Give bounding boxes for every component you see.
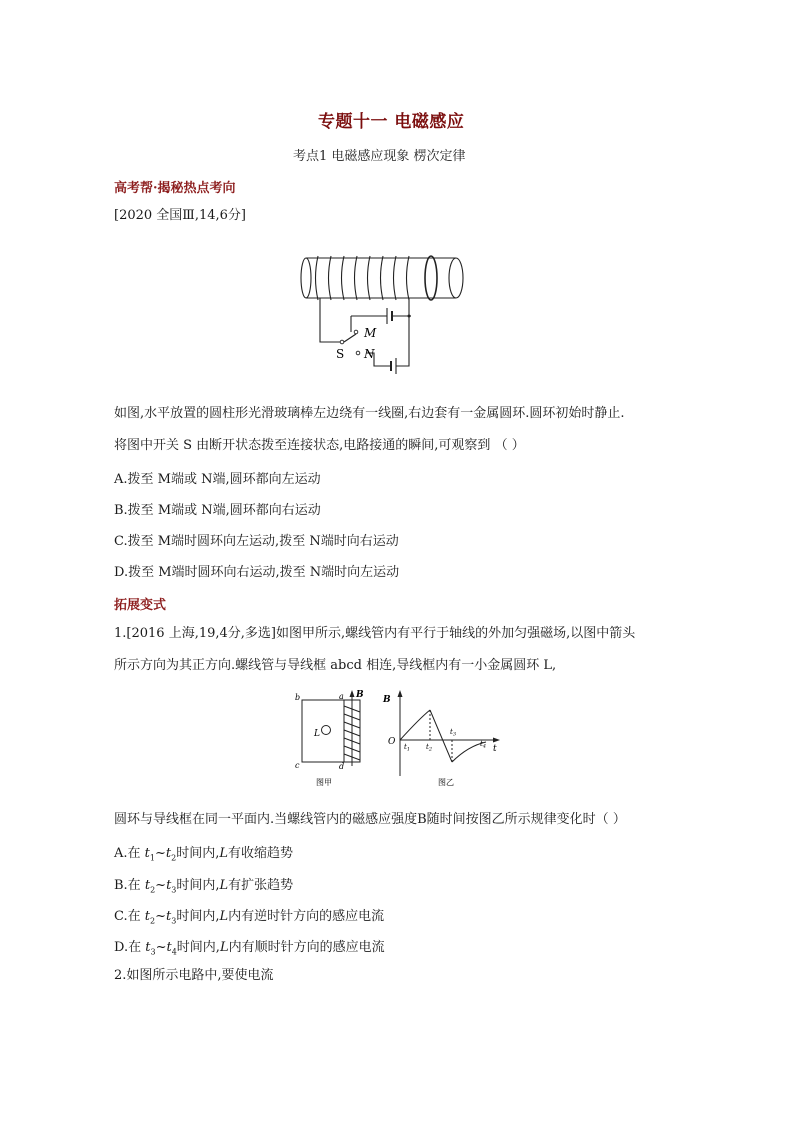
option-c[interactable]: C.在 $t_2\sim t_3$时间内,L内有逆时针方向的感应电流 <box>114 909 385 926</box>
figure-jia <box>294 688 384 790</box>
section-heading-hot-topics: 高考帮·揭秘热点考向 <box>114 181 236 196</box>
tick-t4: $t_4$ <box>480 740 487 750</box>
label-d: d <box>339 762 345 771</box>
figure-yi <box>380 690 500 790</box>
label-m: M <box>364 326 377 340</box>
tick-t3: $t_3$ <box>450 728 457 738</box>
question-stem-line: 所示方向为其正方向.螺线管与导线框 abcd 相连,导线框内有一小金属圆环 L, <box>114 658 557 673</box>
question-stem-line: 圆环与导线框在同一平面内.当螺线管内的磁感应强度B随时间按图乙所示规律变化时（ ） <box>114 812 626 827</box>
axis-label-b: B <box>383 695 391 705</box>
label-c: c <box>295 761 300 770</box>
tick-t2: $t_2$ <box>426 743 433 753</box>
axis-label-t: t <box>493 744 497 754</box>
caption-jia: 图甲 <box>316 778 332 787</box>
label-field-b: B <box>356 690 364 700</box>
option-a[interactable]: A.拨至 M端或 N端,圆环都向左运动 <box>114 472 321 487</box>
label-b: b <box>295 693 301 702</box>
section-heading-extension: 拓展变式 <box>114 598 167 613</box>
page-subtitle: 考点1 电磁感应现象 楞次定律 <box>293 149 466 164</box>
label-n: N <box>364 347 375 361</box>
option-d[interactable]: D.在 $t_3\sim t_4$时间内,L内有顺时针方向的感应电流 <box>114 940 385 957</box>
caption-yi: 图乙 <box>438 778 454 787</box>
page-title: 专题十一 电磁感应 <box>318 112 465 132</box>
option-d[interactable]: D.拨至 M端时圆环向右运动,拨至 N端时向左运动 <box>114 565 400 580</box>
solenoid-circuit-figure <box>296 250 476 375</box>
label-ring-l: L <box>314 729 320 739</box>
label-s: S <box>336 347 345 361</box>
option-a[interactable]: A.在 $t_1\sim t_2$时间内,L有收缩趋势 <box>114 846 294 863</box>
tick-t1: $t_1$ <box>404 743 411 753</box>
question-stem-line: 将图中开关 S 由断开状态拨至连接状态,电路接通的瞬间,可观察到 （ ） <box>114 438 525 453</box>
question-stem-line: 2.如图所示电路中,要使电流 <box>114 968 274 983</box>
option-b[interactable]: B.在 $t_2\sim t_3$时间内,L有扩张趋势 <box>114 878 294 895</box>
question-source: [2020 全国Ⅲ,14,6分] <box>114 208 246 223</box>
option-b[interactable]: B.拨至 M端或 N端,圆环都向右运动 <box>114 503 321 518</box>
option-c[interactable]: C.拨至 M端时圆环向左运动,拨至 N端时向右运动 <box>114 534 399 549</box>
axis-origin-o: O <box>388 737 396 747</box>
label-a: a <box>339 692 344 701</box>
question-stem-line: 如图,水平放置的圆柱形光滑玻璃棒左边绕有一线圈,右边套有一金属圆环.圆环初始时静止. <box>114 406 625 421</box>
question-stem-line: 1.[2016 上海,19,4分,多选]如图甲所示,螺线管内有平行于轴线的外加匀强磁场,以图中箭头 <box>114 626 636 641</box>
